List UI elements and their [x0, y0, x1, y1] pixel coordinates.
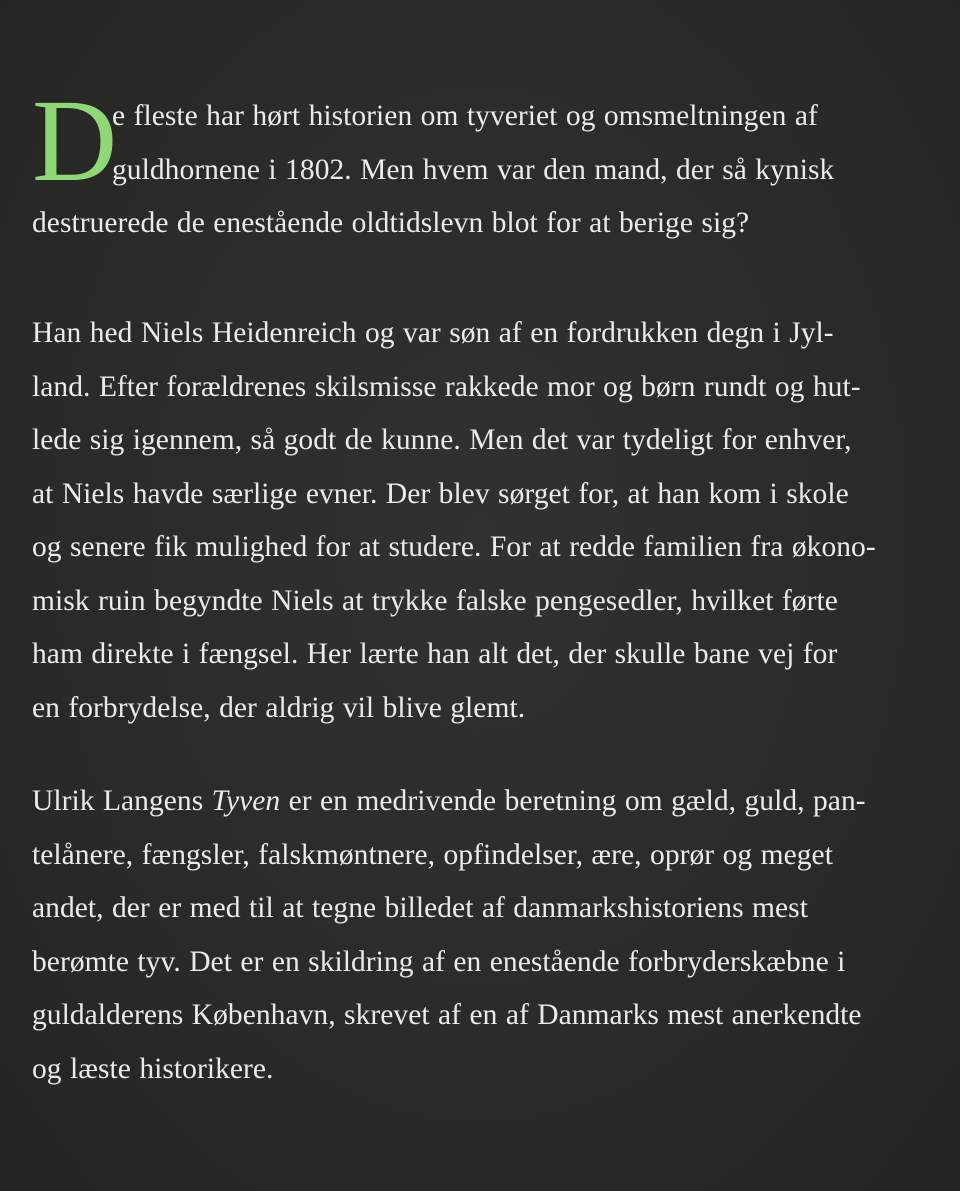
text-line: destruerede de enestående oldtidslevn blot for at berige sig?: [32, 207, 750, 239]
text-line: Han hed Niels Heidenreich og var søn af en fordrukken degn i Jyl-: [32, 317, 834, 349]
text-line: guldhornene i 1802. Men hvem var den mand, der så kynisk: [112, 153, 835, 186]
text-line: land. Efter forældrenes skilsmisse rakkede mor og børn rundt og hut-: [32, 370, 861, 403]
text-line: ham direkte i fængsel. Her lærte han alt det, der skulle bane vej for: [32, 638, 838, 670]
text-segment: er en medrivende beretning om gæld, guld, pan-: [280, 785, 866, 817]
paragraph-intro: [32, 75, 944, 251]
text-line: misk ruin begyndte Niels at trykke falske pengesedler, hvilket førte: [32, 584, 838, 617]
book-title: Tyven: [211, 785, 281, 817]
text-line: og læste historikere.: [32, 1052, 274, 1085]
text-line: andet, der er med til at tegne billedet af danmarkshistoriens mest: [32, 892, 808, 924]
text-line: lede sig igennem, så godt de kunne. Men det var tydeligt for enhver,: [32, 424, 852, 456]
text-line: guldalderens København, skrevet af en af Danmarks mest anerkendte: [32, 999, 862, 1031]
text-line: e fleste har hørt historien om tyveriet og omsmeltningen af: [112, 100, 818, 132]
text-line-with-title: [32, 775, 944, 829]
paragraph-biography: [32, 307, 944, 735]
text-line: berømte tyv. Det er en skildring af en enestående forbryderskæbne i: [32, 945, 846, 978]
drop-cap-letter: D: [32, 75, 118, 206]
paragraph-book-description: [32, 775, 944, 1096]
text-line: telånere, fængsler, falskmøntnere, opfindelser, ære, oprør og meget: [32, 838, 833, 871]
text-line: at Niels havde særlige evner. Der blev sørget for, at han kom i skole: [32, 477, 849, 510]
text-line: og senere fik mulighed for at studere. For at redde familien fra økono-: [32, 531, 876, 563]
text-line: en forbrydelse, der aldrig vil blive glemt.: [32, 691, 526, 724]
text-segment: Ulrik Langens: [32, 785, 212, 817]
